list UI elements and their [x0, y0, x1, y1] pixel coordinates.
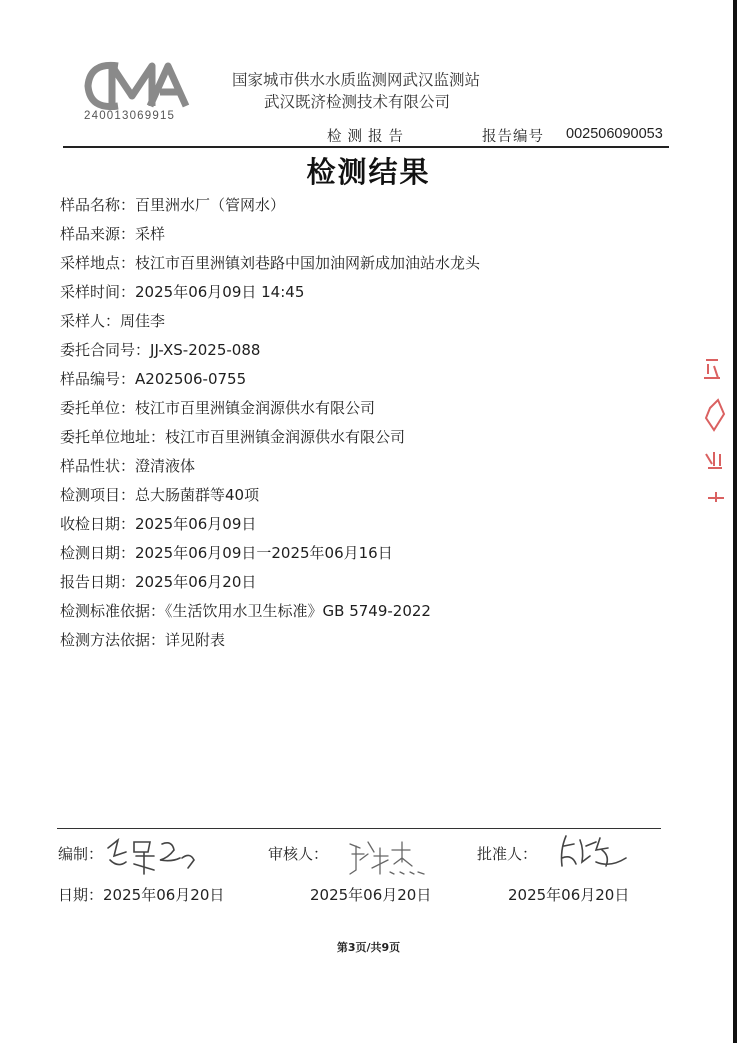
field-label: 委托单位地址：: [60, 428, 166, 446]
field-value: 2025年06月09日一2025年06月16日: [135, 544, 393, 562]
field-label: 采样时间：: [60, 283, 136, 301]
field-receipt-date: [60, 510, 680, 539]
header-divider: [63, 146, 669, 148]
field-report-date: [60, 568, 680, 597]
field-label: 样品性状：: [60, 457, 136, 475]
result-fields: [60, 191, 680, 655]
field-label: 样品名称：: [60, 196, 136, 214]
field-label: 采样人：: [60, 312, 121, 330]
field-value: 枝江市百里洲镇金润源供水有限公司: [135, 399, 376, 417]
field-test-items: [60, 481, 680, 510]
field-client-unit: [60, 394, 680, 423]
field-sample-source: [60, 220, 680, 249]
org-name-line2: 武汉既济检测技术有限公司: [264, 93, 451, 111]
date-label: 日期：: [58, 886, 104, 904]
field-label: 报告日期：: [60, 573, 136, 591]
reviewer-signature: [346, 836, 426, 878]
field-sample-number: [60, 365, 680, 394]
reviewer-date: 2025年06月20日: [310, 886, 432, 904]
cma-cert-number: 240013069915: [84, 110, 176, 122]
field-value: 枝江市百里洲镇金润源供水有限公司: [165, 428, 406, 446]
compiler-date-value: 2025年06月20日: [103, 886, 225, 904]
field-label: 采样地点：: [60, 254, 136, 272]
field-label: 样品来源：: [60, 225, 136, 243]
field-label: 检测项目：: [60, 486, 136, 504]
field-value: 澄清液体: [135, 457, 196, 475]
field-label: 检测日期：: [60, 544, 136, 562]
report-type-label: 检测报告: [327, 129, 409, 145]
field-label: 检测方法依据：: [60, 631, 166, 649]
field-test-standard: [60, 597, 680, 626]
field-value: 周佳李: [120, 312, 166, 330]
approver-date: 2025年06月20日: [508, 886, 630, 904]
field-label: 样品编号：: [60, 370, 136, 388]
field-test-dates: [60, 539, 680, 568]
field-value: 百里洲水厂（管网水）: [135, 196, 286, 214]
field-value: 《生活饮用水卫生标准》GB 5749-2022: [165, 602, 431, 620]
field-label: 检测标准依据：: [60, 602, 166, 620]
page-number: 第3页/共9页: [336, 941, 401, 954]
field-value: 采样: [135, 225, 166, 243]
field-sampling-time: [60, 278, 680, 307]
compiler-label: 编制：: [58, 845, 104, 863]
field-contract-number: [60, 336, 680, 365]
seal-stamp-fragment: [700, 356, 728, 506]
field-label: 收检日期：: [60, 515, 136, 533]
reviewer-label: 审核人：: [268, 845, 329, 863]
field-sample-appearance: [60, 452, 680, 481]
field-test-method: [60, 626, 680, 655]
field-sampling-location: [60, 249, 680, 278]
field-value: 2025年06月20日: [135, 573, 257, 591]
signature-divider: [57, 828, 661, 829]
approver-label: 批准人：: [477, 845, 538, 863]
report-number: 002506090053: [566, 126, 663, 142]
approver-signature: [556, 832, 632, 878]
field-value: 枝江市百里洲镇刘巷路中国加油网新成加油站水龙头: [135, 254, 481, 272]
field-value: A202506-0755: [135, 370, 247, 388]
page-title: 检测结果: [306, 155, 431, 189]
field-value: JJ-XS-2025-088: [150, 341, 261, 359]
field-value: 2025年06月09日: [135, 515, 257, 533]
field-value: 总大肠菌群等40项: [135, 486, 260, 504]
field-value: 详见附表: [165, 631, 226, 649]
org-name-line1: 国家城市供水水质监测网武汉监测站: [232, 71, 481, 89]
compiler-date: [58, 884, 224, 905]
compiler-signature: [104, 834, 200, 878]
field-value: 2025年06月09日 14:45: [135, 283, 305, 301]
field-label: 委托合同号：: [60, 341, 151, 359]
field-label: 委托单位：: [60, 399, 136, 417]
field-sampler: [60, 307, 680, 336]
field-client-address: [60, 423, 680, 452]
field-sample-name: [60, 191, 680, 220]
report-number-label: 报告编号: [482, 129, 544, 145]
